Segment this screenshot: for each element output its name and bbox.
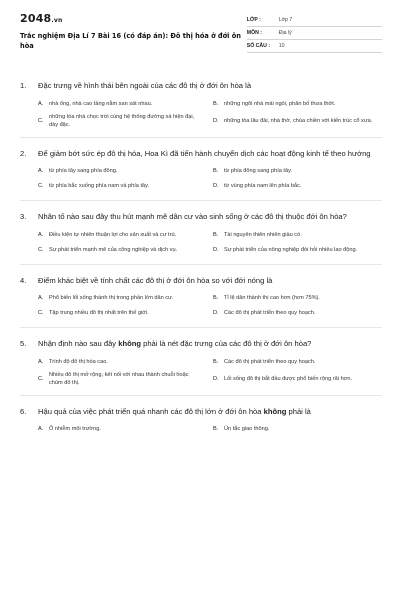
option-text: Sự phát triển mạnh mẽ của công nghiệp và dịch vụ. [49,246,178,253]
option-letter: D. [213,117,219,124]
option-text: từ vùng phía nam lên phía bắc. [224,183,302,189]
brand-block [20,12,247,70]
option-letter: D. [213,246,219,253]
meta-row-class [247,14,382,27]
question-2 [20,148,382,202]
option-letter: D. [213,375,219,382]
option-d[interactable] [213,180,382,192]
question-4 [20,275,382,329]
question-3 [20,211,382,265]
question-1 [20,80,382,138]
question-text: Điểm khác biệt về tính chất các đô thị ở đới ôn hòa so với đới nóng là [38,275,273,285]
divider [20,327,382,328]
option-text: từ phía bắc xuống phía nam và phía tây. [49,183,150,189]
option-d[interactable] [213,371,382,387]
divider [20,137,382,138]
meta-row-subject [247,27,382,40]
option-text: Tập trung nhiều đô thị nhất trên thế giới. [49,310,149,316]
option-text: những tòa lâu đài, nhà thờ, chùa chiền với kiến trúc cổ xưa. [224,117,373,124]
logo-text: 2048 [20,12,52,25]
meta-value: 10 [278,43,285,49]
option-letter: C. [38,246,44,253]
option-a[interactable] [38,229,207,241]
option-letter: C. [38,310,44,316]
option-b[interactable] [213,356,382,368]
negation-emphasis: không [118,339,141,348]
meta-key: SỐ CÂU : [246,43,271,49]
meta-table [247,14,382,70]
option-text: Các đô thị phát triển theo quy hoạch. [224,358,316,365]
divider [20,264,382,265]
option-text: Tài nguyên thiên nhiên giàu có. [224,231,302,238]
meta-value: Lớp 7 [278,17,293,23]
option-b[interactable] [213,423,382,435]
question-number: 1. [20,81,27,90]
option-letter: C. [38,117,44,124]
option-b[interactable] [213,98,382,110]
site-logo[interactable] [20,12,247,28]
option-a[interactable] [38,423,207,435]
option-letter: B. [213,231,219,238]
question-text: Để giảm bớt sức ép đô thị hóa, Hoa Kì đã tiến hành chuyển dịch các hoạt động kinh tế theo hướng [38,148,371,158]
answer-options [20,165,382,192]
option-text: Trình độ đô thị hóa cao. [49,358,108,365]
question-header [20,80,382,92]
question-text-part: phải là [286,406,311,416]
worksheet-header [20,12,382,70]
meta-row-count [247,40,382,53]
question-number: 5. [20,339,27,348]
option-text: Ùn tắc giao thông. [224,426,270,432]
question-list [20,80,382,435]
option-letter: A. [38,426,44,432]
option-letter: B. [213,358,219,365]
option-d[interactable] [213,307,382,319]
divider [20,200,382,201]
question-text-part: Nhận định nào sau đây [38,339,119,348]
option-text: từ phía đông sang phía tây. [224,168,293,174]
option-text: Phổ biến lối sống thành thị trong phần lớn dân cư. [49,295,174,301]
question-text [38,338,382,350]
option-c[interactable] [38,307,207,319]
option-text: Sự phát triển của nông nghiệp đòi hỏi nhiều lao động. [224,246,358,253]
question-header [20,406,382,418]
question-text: Nhân tố nào sau đây thu hút mạnh mẽ dân cư vào sinh sống ở các đô thị thuộc đới ôn hòa? [38,212,347,221]
option-text: Các đô thị phát triển theo quy hoạch. [224,310,316,316]
option-b[interactable] [213,165,382,177]
question-header [20,338,382,350]
question-text-part: phải là nét đặc trưng của các đô thị ở đới ôn hòa? [141,339,312,348]
option-letter: B. [213,295,219,301]
option-letter: A. [38,231,44,238]
option-letter: D. [213,310,219,316]
option-c[interactable] [38,371,207,387]
answer-options [20,229,382,256]
answer-options [20,423,382,435]
option-text: nhà ống, nhà cao tầng nằm san sát nhau. [49,100,153,107]
option-a[interactable] [38,98,207,110]
answer-options [20,356,382,387]
option-text: Ô nhiễm môi trường. [49,426,101,432]
option-letter: B. [213,100,219,107]
meta-value: Địa lý [278,30,292,36]
option-a[interactable] [38,165,207,177]
question-header [20,275,382,287]
option-text: Nhiều đô thị mở rộng, kết nối với nhau thành chuỗi hoặc chùm đô thị. [49,371,189,386]
question-number: 6. [20,406,27,416]
option-text: từ phía tây sang phía đông. [49,168,118,174]
option-letter: A. [38,295,44,301]
option-letter: D. [213,183,219,189]
meta-key: MÔN : [246,30,263,36]
question-number: 3. [20,212,27,221]
question-number: 2. [20,148,27,158]
option-c[interactable] [38,244,207,256]
answer-options [20,292,382,319]
option-letter: A. [38,100,44,107]
option-b[interactable] [213,292,382,304]
question-6 [20,406,382,436]
option-b[interactable] [213,229,382,241]
option-a[interactable] [38,356,207,368]
option-c[interactable] [38,113,207,129]
option-a[interactable] [38,292,207,304]
option-text: Lối sống đô thị bắt đầu được phổ biến rộng rãi hơn. [224,375,353,382]
divider [20,395,382,396]
option-letter: C. [38,375,44,382]
option-text: Điều kiện tự nhiên thuận lợi cho sản xuất và cư trú. [49,231,177,238]
meta-key: LỚP : [246,17,261,23]
option-d[interactable] [213,113,382,129]
question-header [20,211,382,223]
option-letter: B. [213,168,219,174]
option-text: những ngôi nhà mái ngói, phân bố thưa thớt. [224,100,336,107]
option-text: Tỉ lệ dân thành thị cao hơn (hơn 75%). [224,295,320,301]
question-5 [20,338,382,396]
option-letter: C. [38,183,44,189]
question-number: 4. [20,275,27,285]
option-d[interactable] [213,244,382,256]
option-letter: A. [38,168,44,174]
question-text: Đặc trưng về hình thái bên ngoài của các đô thị ở đới ôn hòa là [38,81,252,90]
page-title: Trắc nghiệm Địa Lí 7 Bài 16 (có đáp án): Đô thị hóa ở đới ôn hòa [20,32,241,50]
question-text-part: Hậu quả của việc phát triển quá nhanh các đô thị lớn ở đới ôn hòa [38,406,264,416]
question-text [38,406,382,418]
option-text: những tòa nhà chọc trời cùng hệ thống đường sá hiện đại, dày đặc. [49,113,195,128]
negation-emphasis: không [263,406,287,416]
option-letter: B. [213,426,219,432]
question-header [20,148,382,160]
option-letter: A. [38,358,44,365]
logo-suffix: .vn [51,17,63,24]
option-c[interactable] [38,180,207,192]
answer-options [20,98,382,129]
